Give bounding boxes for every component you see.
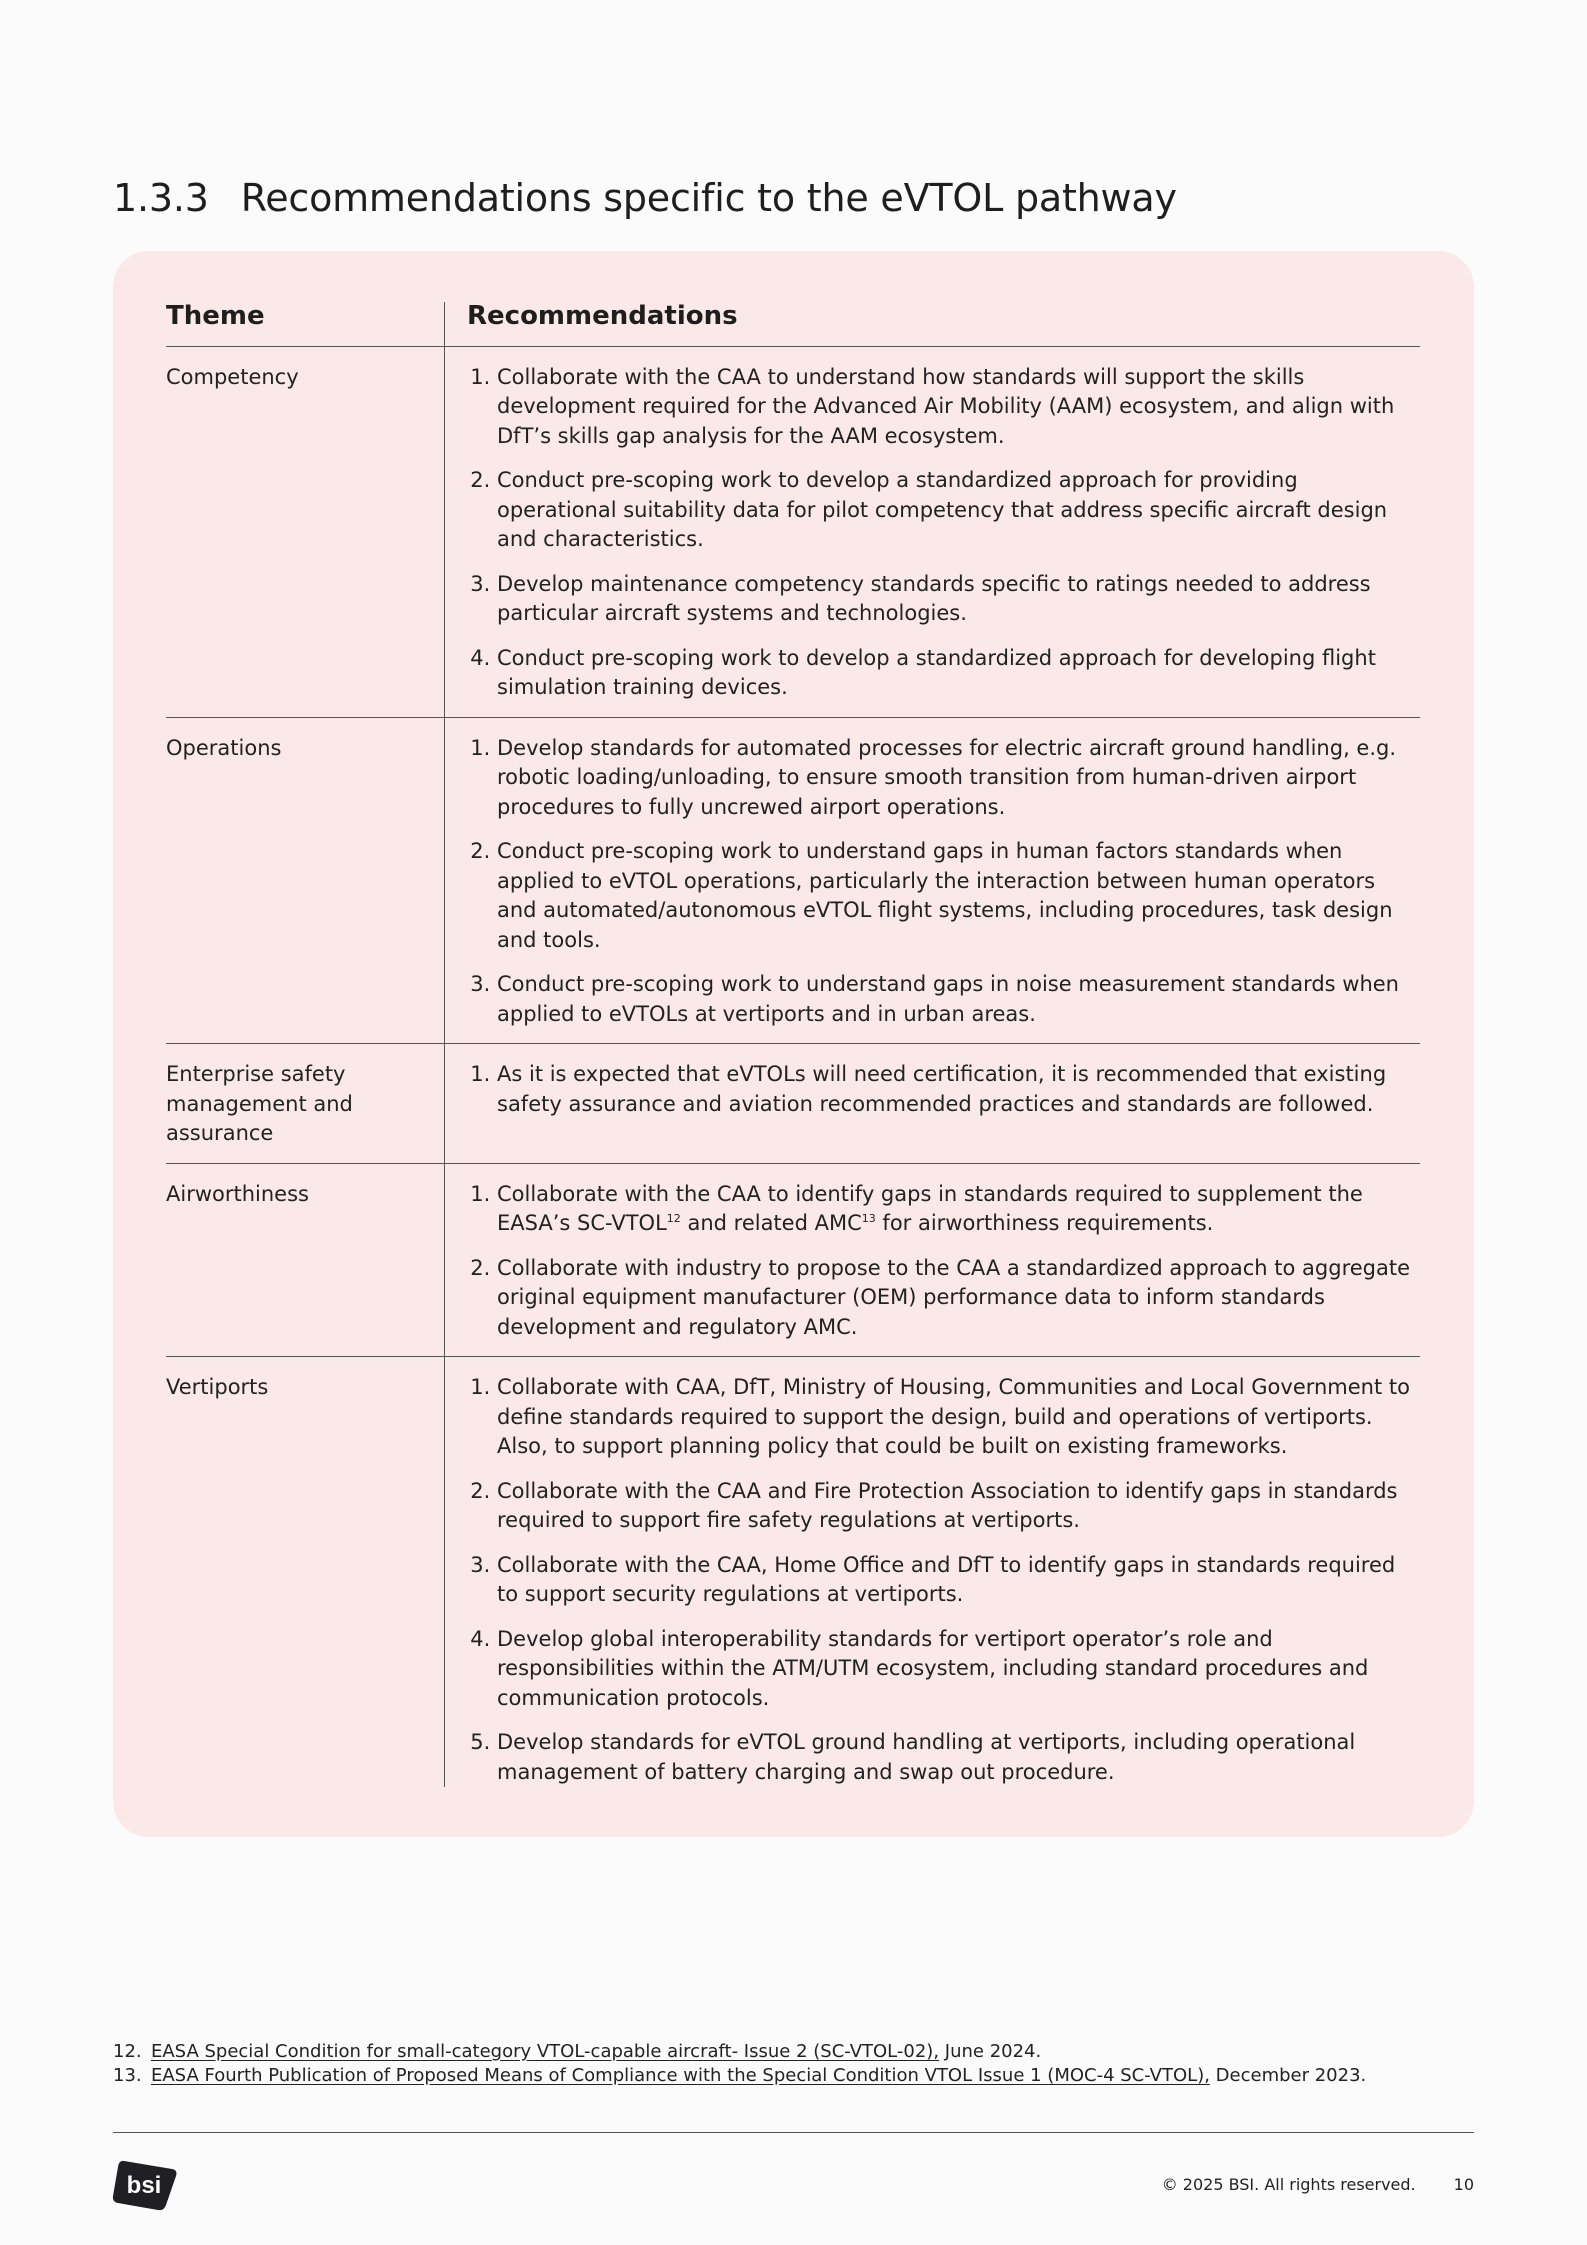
page-number: 10 — [1453, 2175, 1474, 2194]
footer-divider — [113, 2132, 1474, 2133]
recommendations-cell — [445, 717, 1421, 1044]
recommendation-item: 1. Collaborate with CAA, DfT, Ministry of Housing, Communities and Local Government to define standards required to support the design, build and operations of vertiports. Also, to support planning policy that could be built on existing frameworks. — [497, 1373, 1420, 1462]
logo-text: bsi — [126, 2172, 162, 2199]
footnote-link[interactable]: EASA Special Condition for small-category VTOL-capable aircraft- Issue 2 (SC-VTOL-02), — [151, 2041, 940, 2062]
theme-column-header: Theme — [166, 302, 445, 346]
recommendation-list — [467, 734, 1420, 1030]
footnotes — [113, 2040, 1366, 2088]
recommendation-list — [467, 1180, 1420, 1343]
recommendation-list — [467, 1060, 1420, 1119]
footnote-date: June 2024. — [939, 2041, 1042, 2062]
footnote-number: 13. — [113, 2065, 142, 2086]
recommendation-item: 2. Conduct pre-scoping work to understand gaps in human factors standards when applied to eVTOL operations, particularly the interaction between human operators and automated/autonomous eVTOL flight systems, including procedures, task design and tools. — [497, 837, 1420, 955]
recommendation-item: 2. Conduct pre-scoping work to develop a standardized approach for providing operational suitability data for pilot competency that address specific aircraft design and characteristics. — [497, 466, 1420, 555]
recommendation-item: 4. Develop global interoperability standards for vertiport operator’s role and responsibilities within the ATM/UTM ecosystem, including standard procedures and communication protocols. — [497, 1625, 1420, 1714]
recommendation-item: 5. Develop standards for eVTOL ground handling at vertiports, including operational management of battery charging and swap out procedure. — [497, 1728, 1420, 1787]
section-heading — [113, 176, 1177, 220]
recommendation-item: 3. Conduct pre-scoping work to understand gaps in noise measurement standards when applied to eVTOLs at vertiports and in urban areas. — [497, 970, 1420, 1029]
footnote-text — [151, 2040, 1041, 2064]
recommendations-table — [166, 302, 1420, 1787]
recommendation-text: for airworthiness requirements. — [875, 1211, 1214, 1235]
recommendation-item: 3. Collaborate with the CAA, Home Office and DfT to identify gaps in standards required to support security regulations at vertiports. — [497, 1551, 1420, 1610]
copyright: © 2025 BSI. All rights reserved. — [1161, 2175, 1416, 2194]
theme-cell: Enterprise safety management and assurance — [166, 1044, 445, 1164]
table-header-row — [166, 302, 1420, 346]
recommendations-panel — [113, 251, 1474, 1837]
recommendation-item: 1. Collaborate with the CAA to understand how standards will support the skills development required for the Advanced Air Mobility (AAM) ecosystem, and align with DfT’s skills gap analysis for the AAM ecosystem. — [497, 363, 1420, 452]
table-row-airworthiness — [166, 1163, 1420, 1357]
recommendations-cell — [445, 1044, 1421, 1164]
recommendation-list — [467, 363, 1420, 703]
theme-cell: Airworthiness — [166, 1163, 445, 1357]
recommendation-text: and related AMC — [680, 1211, 862, 1235]
table-row-vertiports — [166, 1357, 1420, 1788]
section-number: 1.3.3 — [113, 176, 209, 220]
footnote-13 — [113, 2064, 1366, 2088]
page-footer — [1162, 2175, 1474, 2194]
recommendation-item: 3. Develop maintenance competency standards specific to ratings needed to address particular aircraft systems and technologies. — [497, 570, 1420, 629]
footnote-text — [151, 2064, 1366, 2088]
recommendations-column-header: Recommendations — [445, 302, 1421, 346]
footnote-12 — [113, 2040, 1366, 2064]
table-row-competency — [166, 346, 1420, 717]
recommendation-text: Collaborate with the CAA to identify gaps in standards required to supplement the EASA’s SC-VTOL — [497, 1181, 1363, 1235]
theme-cell: Vertiports — [166, 1375, 269, 1399]
footnote-link[interactable]: EASA Fourth Publication of Proposed Means of Compliance with the Special Condition VTOL Issue 1 (MOC-4 SC-VTOL), — [151, 2065, 1210, 2086]
recommendation-item: 2. Collaborate with the CAA and Fire Protection Association to identify gaps in standards required to support fire safety regulations at vertiports. — [497, 1477, 1420, 1536]
recommendation-item: 1. As it is expected that eVTOLs will need certification, it is recommended that existing safety assurance and aviation recommended practices and standards are followed. — [497, 1060, 1420, 1119]
recommendation-list — [467, 1373, 1420, 1787]
theme-cell: Operations — [166, 717, 445, 1044]
footnote-ref-12: 12 — [666, 1212, 681, 1225]
bsi-logo-icon — [110, 2155, 180, 2215]
footnote-date: December 2023. — [1209, 2065, 1367, 2086]
recommendation-item — [497, 1180, 1420, 1239]
recommendation-item: 1. Develop standards for automated processes for electric aircraft ground handling, e.g. robotic loading/unloading, to ensure smooth transition from human-driven airport procedures to fully uncrewed airport operations. — [497, 734, 1420, 823]
recommendations-cell — [445, 1357, 1421, 1788]
footnote-number: 12. — [113, 2041, 142, 2062]
table-row-enterprise-safety — [166, 1044, 1420, 1164]
footnote-ref-13: 13 — [861, 1212, 876, 1225]
recommendations-cell — [445, 1163, 1421, 1357]
recommendation-item: 2. Collaborate with industry to propose to the CAA a standardized approach to aggregate original equipment manufacturer (OEM) performance data to inform standards development and regulatory AMC. — [497, 1254, 1420, 1343]
table-row-operations — [166, 717, 1420, 1044]
section-title: Recommendations specific to the eVTOL pathway — [240, 176, 1177, 220]
theme-cell: Competency — [166, 346, 445, 717]
recommendations-cell — [445, 346, 1421, 717]
recommendation-item: 4. Conduct pre-scoping work to develop a standardized approach for developing flight simulation training devices. — [497, 644, 1420, 703]
